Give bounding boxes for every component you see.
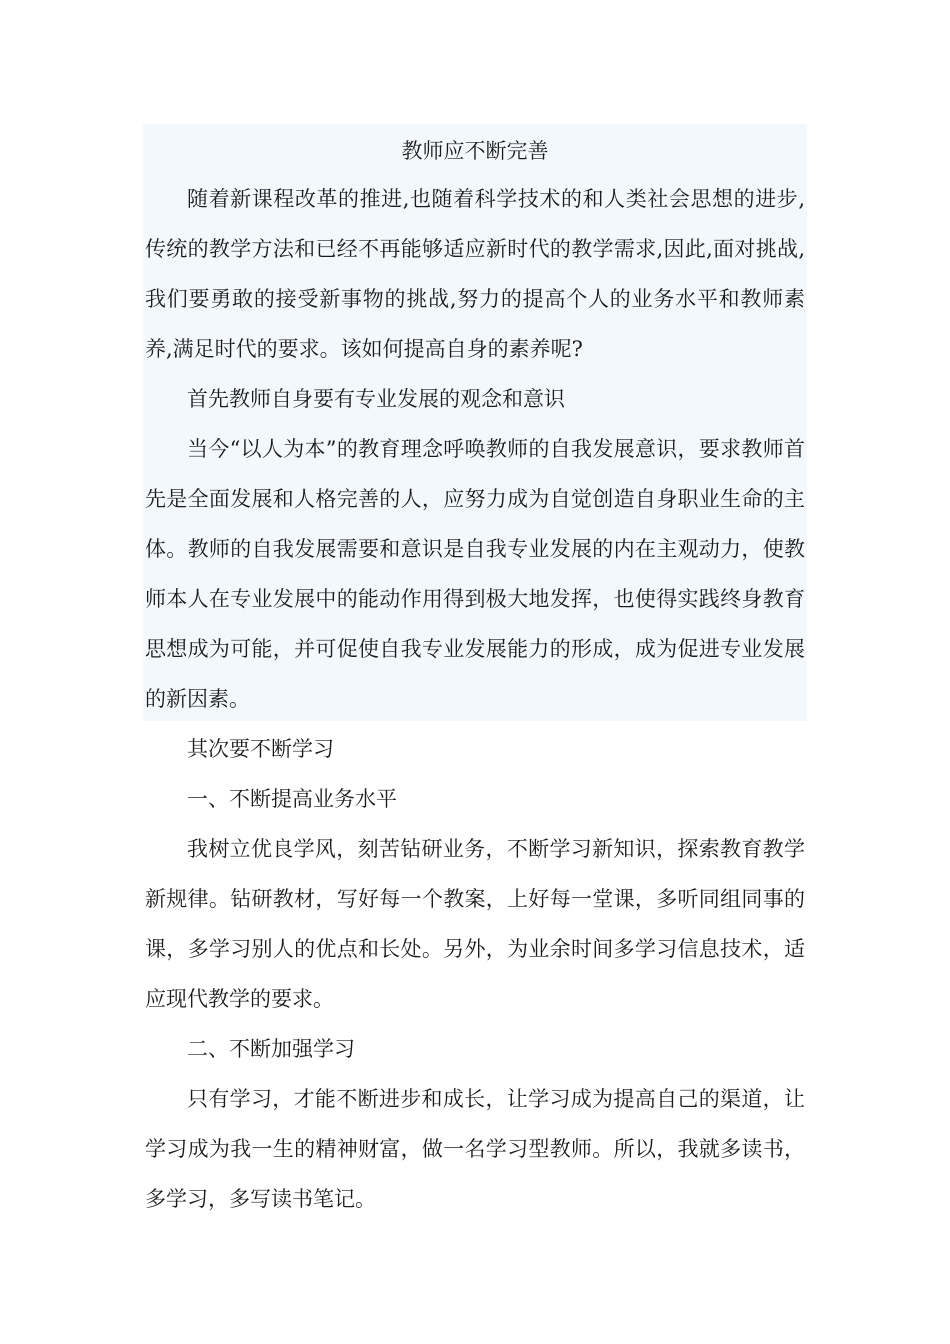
paragraph-strengthen-learning: 只有学习，才能不断进步和成长，让学习成为提高自己的渠道，让学习成为我一生的精神财富，做一名学习型教师。所以，我就多读书，多学习，多写读书笔记。 <box>145 1087 805 1211</box>
document-title: 教师应不断完善 <box>401 139 549 163</box>
paragraph-self-development: 当今“以人为本”的教育理念呼唤教师的自我发展意识，要求教师首先是全面发展和人格完善的人，应努力成为自觉创造自身职业生命的主体。教师的自我发展需要和意识是自我专业发展的内在主观动力，使教师本人在专业发展中的能动作用得到极大地发挥，也使得实践终身教育思想成为可能，并可促使自我专业发展能力的形成，成为促进专业发展的新因素。 <box>145 437 805 711</box>
document-body <box>145 124 805 1224</box>
paragraph-intro: 随着新课程改革的推进,也随着科学技术的和人类社会思想的进步,传统的教学方法和已经不再能够适应新时代的教学需求,因此,面对挑战,我们要勇敢的接受新事物的挑战,努力的提高个人的业务水平和教师素养,满足时代的要求。该如何提高自身的素养呢? <box>145 187 805 361</box>
subheading-improve-skills: 一、不断提高业务水平 <box>187 787 397 811</box>
heading-second-point: 其次要不断学习 <box>187 737 334 761</box>
heading-first-point: 首先教师自身要有专业发展的观念和意识 <box>187 387 565 411</box>
subheading-strengthen-learning: 二、不断加强学习 <box>187 1037 355 1061</box>
paragraph-improve-skills: 我树立优良学风，刻苦钻研业务，不断学习新知识，探索教育教学新规律。钻研教材，写好每一个教案，上好每一堂课，多听同组同事的课，多学习别人的优点和长处。另外，为业余时间多学习信息技术，适应现代教学的要求。 <box>145 837 805 1011</box>
